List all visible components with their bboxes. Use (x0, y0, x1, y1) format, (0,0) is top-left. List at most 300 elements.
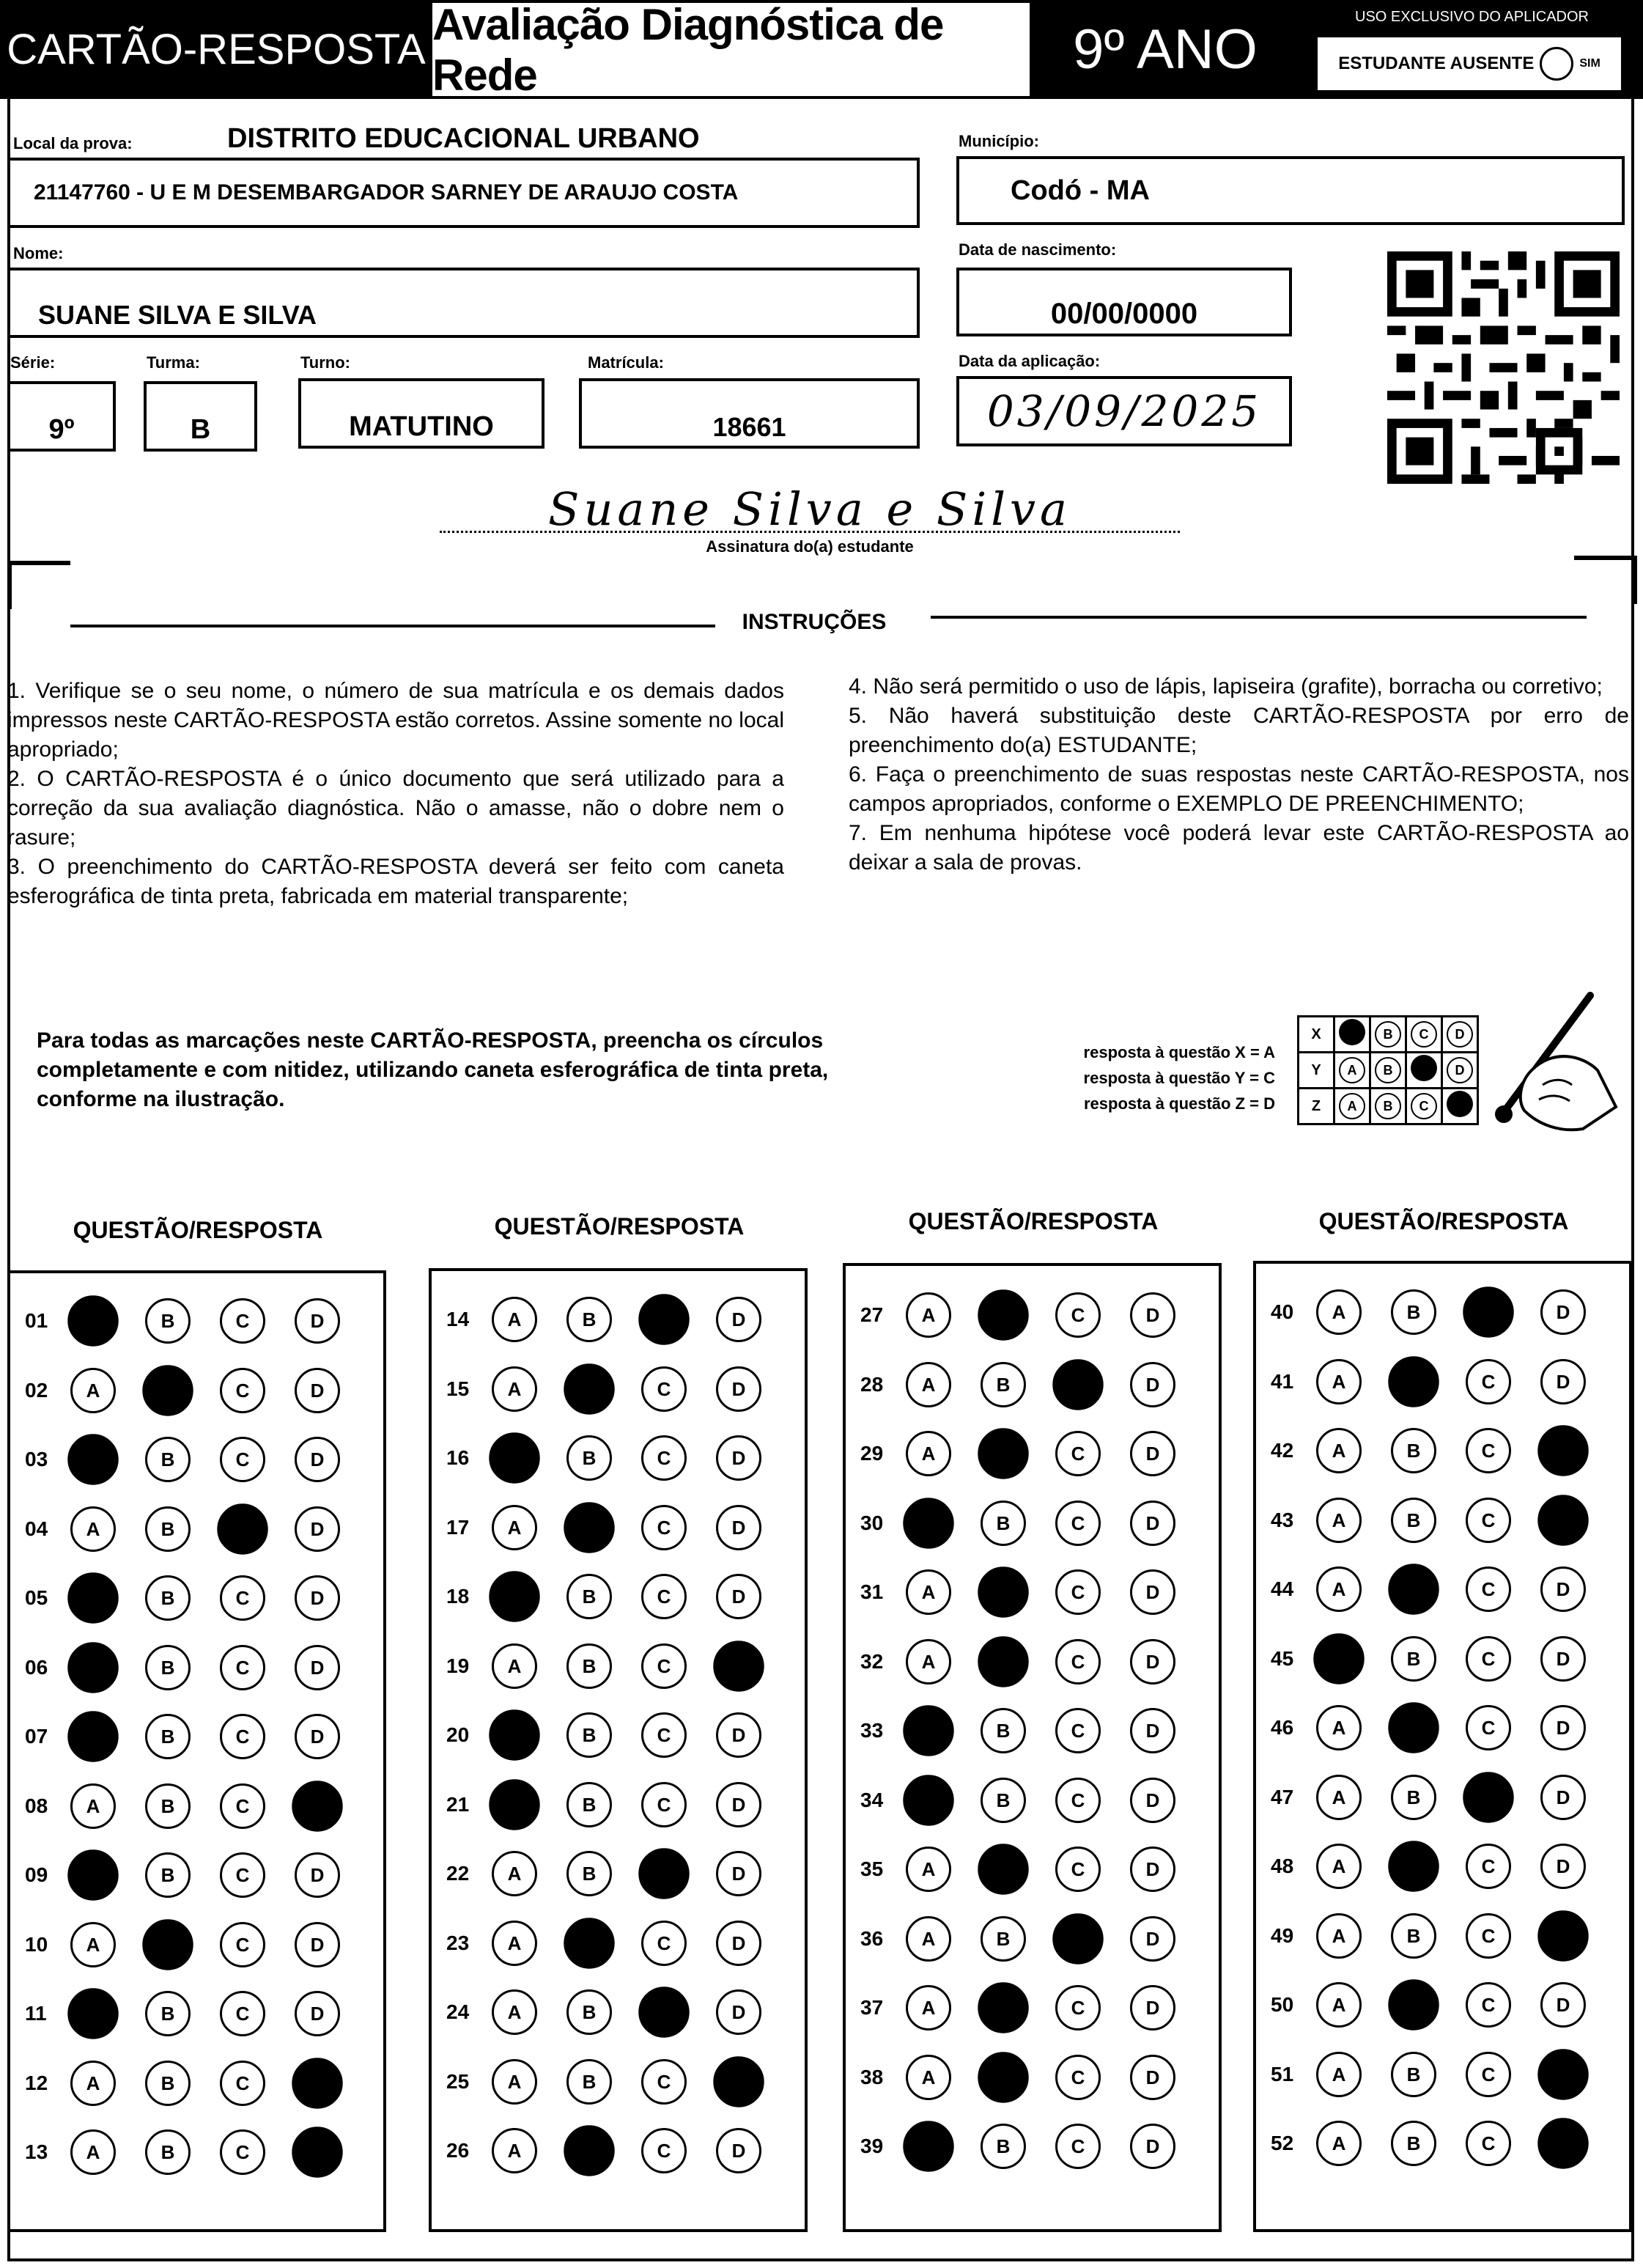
answer-bubble-d[interactable]: D (1540, 1705, 1586, 1750)
answer-bubble-b[interactable]: B (1391, 1913, 1436, 1959)
answer-bubble-a[interactable]: A (906, 1292, 951, 1338)
answer-bubble-d[interactable]: D (1130, 1569, 1175, 1615)
answer-bubble-d[interactable]: D (292, 2058, 342, 2108)
question-row (25, 1646, 369, 1690)
answer-bubble-c[interactable]: C (641, 1505, 687, 1550)
answer-bubble-c[interactable]: C (641, 2059, 687, 2105)
answer-bubble-a[interactable]: A (1316, 1844, 1362, 1889)
answer-bubble-b[interactable]: B (566, 1851, 612, 1896)
answer-bubble-a[interactable]: A (903, 1498, 953, 1548)
answer-bubble-c[interactable]: C (1466, 1705, 1511, 1750)
answer-bubble-b[interactable]: B (145, 2129, 191, 2175)
answer-bubble-c[interactable]: C (641, 1712, 687, 1758)
question-row (446, 1367, 791, 1411)
answer-bubble-c[interactable]: C (220, 1852, 265, 1898)
answer-bubble-c[interactable]: C (1466, 1844, 1511, 1889)
answer-bubble-a[interactable]: A (489, 1779, 539, 1830)
answer-bubble-a[interactable]: A (906, 1569, 951, 1615)
question-row (1271, 1983, 1615, 2027)
answer-bubble-d[interactable]: D (1130, 1431, 1175, 1476)
corner-top-left (7, 561, 70, 609)
answer-bubble-c[interactable]: C (641, 1643, 687, 1689)
answer-bubble-d[interactable]: D (1537, 1495, 1588, 1545)
answer-bubble-b[interactable]: B (566, 1989, 612, 2035)
answer-bubble-a[interactable]: A (1316, 1982, 1362, 2028)
answer-bubble-d[interactable]: D (716, 1851, 761, 1896)
answer-bubble-b[interactable]: B (564, 1363, 614, 1414)
answer-bubble-a[interactable]: A (1316, 1566, 1362, 1612)
answer-bubble-c[interactable]: C (1055, 1501, 1101, 1546)
answer-bubble-a[interactable]: A (70, 1506, 116, 1552)
answer-bubble-c[interactable]: C (1055, 1985, 1101, 2030)
question-number: 29 (860, 1442, 884, 1465)
answer-bubble-c[interactable]: C (1463, 1772, 1513, 1822)
answer-bubble-b[interactable]: B (145, 1783, 191, 1829)
answer-bubble-b[interactable]: B (1388, 1702, 1439, 1753)
answer-bubble-d[interactable]: D (295, 1575, 340, 1621)
answer-bubble-b[interactable]: B (566, 1712, 612, 1758)
answer-bubble-c[interactable]: C (1055, 1431, 1101, 1476)
answer-bubble-d[interactable]: D (292, 2127, 342, 2177)
answer-bubble-c[interactable]: C (220, 1714, 265, 1759)
question-number: 37 (860, 1996, 884, 2019)
turma-label: Turma: (147, 353, 200, 372)
answer-bubble-d[interactable]: D (1130, 1985, 1175, 2030)
answer-bubble-c[interactable]: C (641, 1574, 687, 1619)
answer-bubble-b[interactable]: B (981, 1708, 1026, 1753)
absent-label: ESTUDANTE AUSENTE (1338, 54, 1535, 73)
answer-bubble-c[interactable]: C (1055, 1639, 1101, 1685)
answer-bubble-d[interactable]: D (295, 1852, 340, 1898)
answer-bubble-c[interactable]: C (641, 1782, 687, 1827)
answer-bubble-d[interactable]: D (1537, 1425, 1588, 1476)
answer-bubble-a[interactable]: A (67, 1642, 118, 1693)
answer-bubble-d[interactable]: D (1130, 1778, 1175, 1823)
answer-bubble-c[interactable]: C (1466, 1359, 1511, 1404)
answer-bubble-c[interactable]: C (1055, 1708, 1101, 1753)
answer-bubble-d[interactable]: D (1130, 1501, 1175, 1546)
answer-bubble-d[interactable]: D (716, 1435, 761, 1481)
answer-bubble-a[interactable]: A (906, 1847, 951, 1892)
answer-bubble-c[interactable]: C (1055, 2055, 1101, 2100)
example-bubble-a: A (1339, 1093, 1365, 1119)
answer-bubble-c[interactable]: C (220, 1922, 265, 1967)
answer-bubble-d[interactable]: D (716, 1782, 761, 1827)
answer-bubble-c[interactable]: C (220, 2061, 265, 2106)
answer-bubble-a[interactable]: A (67, 1988, 118, 2039)
question-number: 39 (860, 2135, 884, 2157)
answer-bubble-b[interactable]: B (978, 1428, 1028, 1479)
answer-bubble-d[interactable]: D (295, 1922, 340, 1967)
answer-bubble-a[interactable]: A (1316, 1705, 1362, 1750)
answer-bubble-b[interactable]: B (564, 1502, 614, 1553)
answer-bubble-c[interactable]: C (217, 1503, 267, 1554)
question-row (860, 1917, 1205, 1961)
answer-bubble-a[interactable]: A (1316, 1289, 1362, 1335)
question-number: 23 (446, 1932, 470, 1954)
question-row (860, 2055, 1205, 2099)
answer-bubble-a[interactable]: A (1316, 2121, 1362, 2166)
answer-bubble-c[interactable]: C (1466, 2052, 1511, 2097)
answer-bubble-d[interactable]: D (716, 1505, 761, 1550)
example-row (1299, 1053, 1478, 1089)
answer-bubble-a[interactable]: A (70, 2061, 116, 2106)
answer-bubble-d[interactable]: D (716, 1921, 761, 1966)
answer-bubble-b[interactable]: B (1391, 1636, 1436, 1682)
question-number: 26 (446, 2139, 470, 2162)
column-header: QUESTÃO/RESPOSTA (1318, 1208, 1569, 1234)
applicator-area (1301, 0, 1643, 99)
answer-bubble-a[interactable]: A (1316, 1498, 1362, 1543)
answer-bubble-b[interactable]: B (145, 1575, 191, 1621)
question-row (25, 1923, 369, 1967)
municipio-field: Codó - MA (956, 156, 1625, 225)
answer-bubble-c[interactable]: C (638, 1848, 689, 1899)
answer-bubble-d[interactable]: D (1130, 2055, 1175, 2100)
answer-bubble-c[interactable]: C (1466, 1498, 1511, 1543)
question-row (446, 1436, 791, 1480)
answer-bubble-c[interactable]: C (220, 1437, 265, 1482)
answer-bubble-b[interactable]: B (145, 1298, 191, 1344)
question-number: 11 (25, 2002, 47, 2025)
question-row (25, 1576, 369, 1620)
answer-bubble-b[interactable]: B (145, 2061, 191, 2106)
example-q: Y (1299, 1053, 1334, 1089)
answer-bubble-b[interactable]: B (1391, 1289, 1436, 1335)
nascimento-field: 00/00/0000 (956, 268, 1292, 336)
answer-bubble-c[interactable]: C (1055, 2124, 1101, 2169)
answer-bubble-d[interactable]: D (295, 1437, 340, 1482)
question-number: 33 (860, 1719, 884, 1742)
grade-badge: 9º ANO (1030, 0, 1301, 99)
answer-bubble-c[interactable]: C (220, 1368, 265, 1413)
answer-bubble-a[interactable]: A (906, 2055, 951, 2100)
answer-bubble-d[interactable]: D (1130, 2124, 1175, 2169)
question-row (25, 2130, 369, 2174)
answer-bubble-b[interactable]: B (145, 1991, 191, 2036)
answer-bubble-c[interactable]: C (1055, 1847, 1101, 1892)
question-number: 12 (25, 2072, 48, 2094)
answer-bubble-c[interactable]: C (641, 1921, 687, 1966)
question-row (860, 1986, 1205, 2030)
question-row (1271, 1360, 1615, 1404)
answer-bubble-d[interactable]: D (713, 2056, 764, 2107)
answer-bubble-b[interactable]: B (978, 1289, 1028, 1340)
answer-bubble-d[interactable]: D (713, 1641, 764, 1691)
answer-bubble-b[interactable]: B (1391, 1775, 1436, 1820)
answer-bubble-a[interactable]: A (1316, 1775, 1362, 1820)
question-number: 20 (446, 1723, 470, 1746)
question-row (860, 1778, 1205, 1822)
answer-bubble-a[interactable]: A (1316, 1428, 1362, 1473)
question-row (1271, 1290, 1615, 1334)
answer-bubble-a[interactable]: A (70, 1922, 116, 1967)
question-row (1271, 1706, 1615, 1750)
answer-bubble-c[interactable]: C (1052, 1913, 1103, 1964)
answer-bubble-d[interactable]: D (1537, 1910, 1588, 1961)
answer-bubble-a[interactable]: A (67, 1572, 118, 1623)
answer-bubble-c[interactable]: C (220, 1645, 265, 1690)
answer-bubble-b[interactable]: B (566, 1782, 612, 1827)
answer-bubble-a[interactable]: A (70, 2129, 116, 2175)
answer-bubble-b[interactable]: B (142, 1365, 193, 1415)
answer-bubble-b[interactable]: B (566, 1643, 612, 1689)
answer-bubble-b[interactable]: B (978, 2052, 1028, 2102)
answer-bubble-d[interactable]: D (295, 1991, 340, 2036)
answer-bubble-b[interactable]: B (981, 1778, 1026, 1823)
answer-bubble-a[interactable]: A (67, 1711, 118, 1761)
question-row (1271, 2121, 1615, 2165)
question-row (25, 1853, 369, 1897)
answer-bubble-c[interactable]: C (220, 1298, 265, 1344)
answer-bubble-a[interactable]: A (70, 1368, 116, 1413)
answer-bubble-a[interactable]: A (906, 1916, 951, 1962)
question-row (860, 2124, 1205, 2168)
answer-bubble-d[interactable]: D (295, 1368, 340, 1413)
answer-bubble-d[interactable]: D (1540, 1844, 1586, 1889)
answer-bubble-a[interactable]: A (906, 1431, 951, 1476)
instructions-left (7, 677, 784, 911)
aplicacao-field: 03/09/2025 (956, 376, 1292, 446)
answer-bubble-a[interactable]: A (492, 1643, 537, 1689)
question-number: 46 (1271, 1716, 1294, 1739)
example-caption: resposta à questão Z = D (1083, 1094, 1275, 1113)
question-number: 19 (446, 1654, 470, 1677)
answer-bubble-c[interactable]: C (1466, 1982, 1511, 2028)
answer-bubble-a[interactable]: A (492, 1505, 537, 1550)
question-row (1271, 1914, 1615, 1958)
answer-bubble-b[interactable]: B (981, 1501, 1026, 1546)
answer-bubble-d[interactable]: D (1130, 1362, 1175, 1407)
question-row (446, 1783, 791, 1827)
answer-bubble-b[interactable]: B (145, 1645, 191, 1690)
example-captions (1019, 1039, 1275, 1116)
answer-bubble-b[interactable]: B (978, 1566, 1028, 1617)
example-caption: resposta à questão X = A (1083, 1043, 1275, 1061)
answer-bubble-b[interactable]: B (566, 1574, 612, 1619)
school-field: 21147760 - U E M DESEMBARGADOR SARNEY DE ARAUJO COSTA (7, 158, 920, 228)
answer-bubble-d[interactable]: D (716, 1712, 761, 1758)
answer-bubble-c[interactable]: C (220, 2129, 265, 2175)
local-district: DISTRITO EDUCACIONAL URBANO (227, 123, 700, 154)
local-label: Local da prova: (13, 134, 133, 152)
answer-bubble-d[interactable]: D (716, 1297, 761, 1342)
question-number: 42 (1271, 1439, 1294, 1462)
answer-bubble-c[interactable]: C (1463, 1286, 1513, 1337)
answer-bubble-c[interactable]: C (1466, 2121, 1511, 2166)
answer-bubble-c[interactable]: C (638, 1294, 689, 1344)
answer-bubble-a[interactable]: A (906, 1985, 951, 2030)
example-bubble-a: A (1339, 1057, 1365, 1083)
answer-bubble-a[interactable]: A (906, 1639, 951, 1685)
answer-bubble-c[interactable]: C (1055, 1778, 1101, 1823)
question-row (446, 1990, 791, 2034)
answer-bubble-d[interactable]: D (716, 1574, 761, 1619)
answer-bubble-b[interactable]: B (564, 1918, 614, 1968)
question-row (860, 1709, 1205, 1753)
answer-bubble-a[interactable]: A (1316, 1359, 1362, 1404)
answer-bubble-d[interactable]: D (716, 2128, 761, 2173)
answer-bubble-a[interactable]: A (489, 1432, 539, 1483)
answer-bubble-b[interactable]: B (566, 1435, 612, 1481)
answer-bubble-b[interactable]: B (564, 2125, 614, 2176)
answer-bubble-b[interactable]: B (978, 1982, 1028, 2033)
question-row (25, 1992, 369, 2036)
answer-bubble-d[interactable]: D (1540, 1359, 1586, 1404)
answer-bubble-b[interactable]: B (1391, 2121, 1436, 2166)
example-row (1299, 1017, 1478, 1053)
answer-bubble-b[interactable]: B (1388, 1356, 1439, 1407)
answer-bubble-b[interactable]: B (566, 2059, 612, 2105)
answer-bubble-a[interactable]: A (67, 1434, 118, 1484)
answer-bubble-d[interactable]: D (1540, 1566, 1586, 1612)
answer-bubble-a[interactable]: A (492, 1989, 537, 2035)
answer-bubble-c[interactable]: C (641, 1435, 687, 1481)
answer-bubble-d[interactable]: D (1130, 1708, 1175, 1753)
instruction-item: 7. Em nenhuma hipótese você poderá levar este CARTÃO-RESPOSTA ao deixar a sala de provas. (849, 821, 1629, 875)
answer-bubble-b[interactable]: B (566, 1297, 612, 1342)
question-row (860, 1432, 1205, 1476)
answer-bubble-d[interactable]: D (716, 1366, 761, 1412)
question-number: 14 (446, 1308, 470, 1330)
example-bubble-b: B (1375, 1021, 1401, 1048)
answer-bubble-d[interactable]: D (295, 1298, 340, 1344)
answer-bubble-b[interactable]: B (1388, 1979, 1439, 2030)
answer-bubble-b[interactable]: B (981, 2124, 1026, 2169)
question-number: 17 (446, 1516, 470, 1539)
answer-bubble-c[interactable]: C (1466, 1913, 1511, 1959)
answer-bubble-a[interactable]: A (67, 1295, 118, 1346)
question-number: 06 (25, 1656, 48, 1679)
question-number: 27 (860, 1303, 884, 1326)
signature-label: Assinatura do(a) estudante (706, 537, 914, 556)
answer-bubble-a[interactable]: A (1316, 1913, 1362, 1959)
answer-bubble-a[interactable]: A (903, 1705, 953, 1756)
answer-bubble-b[interactable]: B (978, 1636, 1028, 1687)
answer-bubble-a[interactable]: A (492, 1921, 537, 1966)
question-number: 52 (1271, 2132, 1294, 2154)
answer-bubble-c[interactable]: C (220, 1783, 265, 1829)
question-number: 41 (1271, 1370, 1294, 1393)
question-number: 49 (1271, 1924, 1294, 1947)
instructions-rule-left (70, 625, 715, 627)
answer-bubble-c[interactable]: C (220, 1991, 265, 2036)
answer-bubble-b[interactable]: B (1388, 1841, 1439, 1891)
answer-bubble-c[interactable]: C (1466, 1566, 1511, 1612)
example-row (1299, 1089, 1478, 1124)
answer-bubble-a[interactable]: A (67, 1849, 118, 1900)
answer-bubble-b[interactable]: B (1388, 1564, 1439, 1614)
answer-bubble-d[interactable]: D (1540, 1289, 1586, 1335)
answer-bubble-b[interactable]: B (142, 1919, 193, 1970)
answer-bubble-a[interactable]: A (492, 2128, 537, 2173)
answer-bubble-c[interactable]: C (1055, 1569, 1101, 1615)
answer-bubble-a[interactable]: A (1316, 2052, 1362, 2097)
signature: Suane Silva e Silva (440, 482, 1180, 533)
answer-bubble-d[interactable]: D (1130, 1847, 1175, 1892)
question-row (446, 1644, 791, 1688)
answer-bubble-b[interactable]: B (145, 1437, 191, 1482)
instructions-right (849, 672, 1629, 877)
answer-bubble-b[interactable]: B (981, 1362, 1026, 1407)
answer-bubble-b[interactable]: B (145, 1714, 191, 1759)
question-row (446, 2060, 791, 2104)
answer-bubble-d[interactable]: D (1130, 1916, 1175, 1962)
answer-bubble-d[interactable]: D (295, 1645, 340, 1690)
answer-bubble-d[interactable]: D (295, 1714, 340, 1759)
question-number: 25 (446, 2070, 470, 2093)
answer-bubble-d[interactable]: D (1540, 1982, 1586, 2028)
answer-bubble-d[interactable]: D (292, 1781, 342, 1831)
answer-bubble-a[interactable]: A (489, 1709, 539, 1760)
question-row (1271, 1498, 1615, 1542)
answer-bubble-d[interactable]: D (295, 1506, 340, 1552)
answer-bubble-a[interactable]: A (489, 1571, 539, 1621)
absent-option-label: SIM (1579, 57, 1600, 70)
answer-bubble-d[interactable]: D (1540, 1775, 1586, 1820)
question-number: 24 (446, 2000, 470, 2023)
question-number: 43 (1271, 1509, 1294, 1531)
question-row (25, 1437, 369, 1481)
answer-bubble-b[interactable]: B (978, 1844, 1028, 1894)
answer-bubble-a[interactable]: A (492, 1366, 537, 1412)
answer-bubble-c[interactable]: C (1466, 1636, 1511, 1682)
answer-bubble-a[interactable]: A (906, 1362, 951, 1407)
question-row (446, 1297, 791, 1341)
question-row (860, 1570, 1205, 1614)
answer-bubble-d[interactable]: D (1540, 1636, 1586, 1682)
question-row (25, 1784, 369, 1828)
example-bubble-d: D (1447, 1057, 1473, 1083)
question-number: 05 (25, 1586, 48, 1609)
answer-bubble-c[interactable]: C (638, 1987, 689, 2037)
answer-bubble-d[interactable]: D (1537, 2049, 1588, 2099)
answer-bubble-d[interactable]: D (1130, 1639, 1175, 1685)
answer-bubble-a[interactable]: A (492, 1297, 537, 1342)
answer-bubble-c[interactable]: C (220, 1575, 265, 1621)
answer-bubble-d[interactable]: D (1130, 1292, 1175, 1338)
answer-bubble-b[interactable]: B (1391, 1498, 1436, 1543)
answer-bubble-c[interactable]: C (641, 1366, 687, 1412)
answer-bubble-d[interactable]: D (1537, 2118, 1588, 2168)
answer-bubble-d[interactable]: D (716, 1989, 761, 2035)
answer-bubble-a[interactable]: A (903, 1775, 953, 1825)
example-q: Z (1299, 1089, 1334, 1124)
absent-checkbox[interactable] (1540, 47, 1573, 81)
question-number: 32 (860, 1650, 884, 1673)
answer-bubble-a[interactable]: A (903, 2121, 953, 2171)
answer-bubble-c[interactable]: C (1466, 1428, 1511, 1473)
answer-bubble-b[interactable]: B (145, 1506, 191, 1552)
answer-bubble-b[interactable]: B (1391, 2052, 1436, 2097)
answer-bubble-c[interactable]: C (1055, 1292, 1101, 1338)
answer-bubble-b[interactable]: B (145, 1852, 191, 1898)
answer-bubble-a[interactable]: A (492, 2059, 537, 2105)
example-q: X (1299, 1017, 1334, 1053)
answer-bubble-a[interactable]: A (1313, 1633, 1364, 1684)
answer-bubble-c[interactable]: C (1052, 1359, 1103, 1410)
answer-bubble-b[interactable]: B (1391, 1428, 1436, 1473)
frame-bottom (7, 2258, 1634, 2261)
answer-bubble-b[interactable]: B (981, 1916, 1026, 1962)
answer-bubble-a[interactable]: A (492, 1851, 537, 1896)
instruction-item: 1. Verifique se o seu nome, o número de sua matrícula e os demais dados impressos neste CARTÃO-RESPOSTA estão corretos. Assine somente no local apropriado; (7, 679, 784, 762)
answer-bubble-a[interactable]: A (70, 1783, 116, 1829)
answer-bubble-c[interactable]: C (641, 2128, 687, 2173)
question-number: 21 (446, 1793, 470, 1816)
example-filled-bubble (1411, 1055, 1437, 1081)
question-row (860, 1293, 1205, 1337)
